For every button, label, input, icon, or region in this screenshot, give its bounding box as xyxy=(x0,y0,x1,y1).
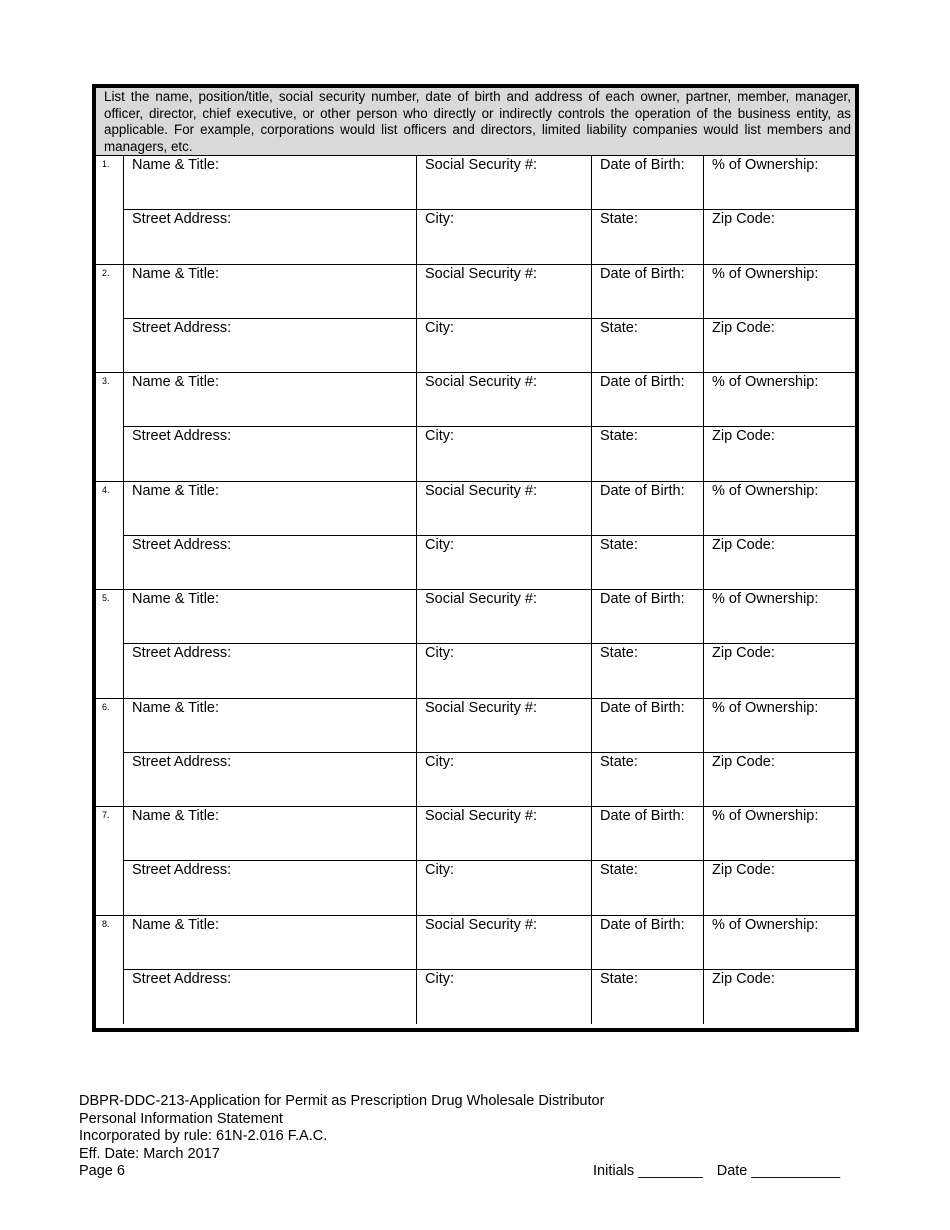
entry-number: 2. xyxy=(96,265,124,373)
street-address-field[interactable] xyxy=(124,536,417,591)
ssn-label: Social Security #: xyxy=(425,591,538,607)
state-label: State: xyxy=(600,862,638,878)
state-label: State: xyxy=(600,211,638,227)
state-label: State: xyxy=(600,645,638,661)
state-field[interactable] xyxy=(592,861,704,916)
street-address-field[interactable] xyxy=(124,319,417,374)
entry-number: 8. xyxy=(96,916,124,1025)
city-field[interactable] xyxy=(417,753,592,808)
name-title-field[interactable] xyxy=(124,807,417,860)
ownership-field[interactable] xyxy=(704,916,855,969)
zip-code-label: Zip Code: xyxy=(712,536,775,553)
effective-date: Eff. Date: March 2017 xyxy=(79,1145,220,1162)
entry-row-identity xyxy=(124,482,855,536)
ownership-label: % of Ownership: xyxy=(712,374,819,390)
dob-label: Date of Birth: xyxy=(600,699,685,716)
entry-row-address xyxy=(124,210,855,265)
entry-row-identity xyxy=(124,373,855,427)
dob-field[interactable] xyxy=(592,807,704,860)
dob-label: Date of Birth: xyxy=(600,265,685,282)
zip-code-field[interactable] xyxy=(704,861,855,916)
dob-field[interactable] xyxy=(592,916,704,969)
city-field[interactable] xyxy=(417,536,592,591)
dob-label: Date of Birth: xyxy=(600,157,685,173)
ssn-field[interactable] xyxy=(417,699,592,752)
name-title-label: Name & Title: xyxy=(132,699,220,716)
dob-label: Date of Birth: xyxy=(600,808,685,824)
entry-row-address xyxy=(124,861,855,916)
ssn-label: Social Security #: xyxy=(425,374,538,390)
owner-entry xyxy=(96,699,855,808)
initials-date-block xyxy=(593,1163,840,1179)
city-label: City: xyxy=(425,319,454,336)
ssn-field[interactable] xyxy=(417,373,592,426)
date-field[interactable]: Date ___________ xyxy=(716,1163,841,1179)
street-address-label: Street Address: xyxy=(132,536,232,553)
entry-row-identity xyxy=(124,916,855,970)
entry-number: 7. xyxy=(96,807,124,915)
ownership-label: % of Ownership: xyxy=(712,157,819,173)
entry-row-identity xyxy=(124,265,855,319)
city-label: City: xyxy=(425,970,454,987)
street-address-label: Street Address: xyxy=(132,645,232,661)
entry-row-identity xyxy=(124,807,855,861)
dob-field[interactable] xyxy=(592,373,704,426)
zip-code-field[interactable] xyxy=(704,753,855,808)
name-title-field[interactable] xyxy=(124,699,417,752)
zip-code-label: Zip Code: xyxy=(712,211,775,227)
form-subtitle: Personal Information Statement xyxy=(79,1110,283,1127)
ssn-field[interactable] xyxy=(417,482,592,535)
dob-label: Date of Birth: xyxy=(600,374,685,390)
name-title-field[interactable] xyxy=(124,482,417,535)
ssn-label: Social Security #: xyxy=(425,482,538,499)
zip-code-label: Zip Code: xyxy=(712,970,775,987)
city-field[interactable] xyxy=(417,427,592,482)
street-address-field[interactable] xyxy=(124,644,417,699)
ownership-field[interactable] xyxy=(704,373,855,426)
city-field[interactable] xyxy=(417,970,592,1025)
entry-number: 1. xyxy=(96,156,124,264)
zip-code-field[interactable] xyxy=(704,644,855,699)
street-address-field[interactable] xyxy=(124,210,417,265)
street-address-field[interactable] xyxy=(124,427,417,482)
owner-entry xyxy=(96,590,855,699)
state-label: State: xyxy=(600,970,638,987)
page-number: Page 6 xyxy=(79,1163,125,1179)
state-field[interactable] xyxy=(592,970,704,1025)
name-title-field[interactable] xyxy=(124,373,417,426)
dob-field[interactable] xyxy=(592,699,704,752)
ownership-field[interactable] xyxy=(704,590,855,643)
name-title-label: Name & Title: xyxy=(132,482,220,499)
zip-code-field[interactable] xyxy=(704,319,855,374)
ssn-label: Social Security #: xyxy=(425,808,538,824)
ownership-label: % of Ownership: xyxy=(712,482,819,499)
dob-field[interactable] xyxy=(592,590,704,643)
street-address-field[interactable] xyxy=(124,970,417,1025)
ownership-label: % of Ownership: xyxy=(712,808,819,824)
name-title-label: Name & Title: xyxy=(132,916,220,933)
zip-code-label: Zip Code: xyxy=(712,862,775,878)
city-label: City: xyxy=(425,862,454,878)
owner-entries-grid xyxy=(96,156,855,1028)
state-label: State: xyxy=(600,536,638,553)
ssn-label: Social Security #: xyxy=(425,699,538,716)
form-title: DBPR-DDC-213-Application for Permit as Prescription Drug Wholesale Distributor xyxy=(79,1093,605,1109)
entry-row-address xyxy=(124,970,855,1025)
zip-code-label: Zip Code: xyxy=(712,753,775,770)
street-address-field[interactable] xyxy=(124,753,417,808)
dob-field[interactable] xyxy=(592,482,704,535)
rule-reference: Incorporated by rule: 61N-2.016 F.A.C. xyxy=(79,1128,328,1144)
street-address-label: Street Address: xyxy=(132,428,232,444)
dob-label: Date of Birth: xyxy=(600,482,685,499)
ssn-label: Social Security #: xyxy=(425,265,538,282)
city-label: City: xyxy=(425,211,454,227)
zip-code-label: Zip Code: xyxy=(712,428,775,444)
ssn-label: Social Security #: xyxy=(425,157,538,173)
city-field[interactable] xyxy=(417,210,592,265)
ownership-label: % of Ownership: xyxy=(712,916,819,933)
city-label: City: xyxy=(425,645,454,661)
zip-code-field[interactable] xyxy=(704,427,855,482)
ssn-label: Social Security #: xyxy=(425,916,538,933)
owner-information-form xyxy=(92,84,859,1032)
owner-entry xyxy=(96,916,855,1025)
street-address-label: Street Address: xyxy=(132,211,232,227)
name-title-label: Name & Title: xyxy=(132,591,220,607)
name-title-field[interactable] xyxy=(124,265,417,318)
state-field[interactable] xyxy=(592,753,704,808)
initials-field[interactable]: Initials ________ xyxy=(593,1163,703,1179)
ownership-label: % of Ownership: xyxy=(712,265,819,282)
state-field[interactable] xyxy=(592,427,704,482)
state-field[interactable] xyxy=(592,210,704,265)
ssn-field[interactable] xyxy=(417,590,592,643)
zip-code-field[interactable] xyxy=(704,536,855,591)
dob-label: Date of Birth: xyxy=(600,916,685,933)
name-title-label: Name & Title: xyxy=(132,808,220,824)
owner-entry xyxy=(96,265,855,374)
owner-entry xyxy=(96,156,855,265)
zip-code-label: Zip Code: xyxy=(712,319,775,336)
entry-row-address xyxy=(124,644,855,699)
entry-row-identity xyxy=(124,156,855,210)
entry-row-address xyxy=(124,319,855,374)
state-field[interactable] xyxy=(592,319,704,374)
entry-row-address xyxy=(124,427,855,482)
ssn-field[interactable] xyxy=(417,916,592,969)
name-title-field[interactable] xyxy=(124,590,417,643)
entry-number: 3. xyxy=(96,373,124,481)
entry-row-identity xyxy=(124,699,855,753)
city-label: City: xyxy=(425,428,454,444)
zip-code-label: Zip Code: xyxy=(712,645,775,661)
dob-label: Date of Birth: xyxy=(600,591,685,607)
city-field[interactable] xyxy=(417,644,592,699)
street-address-label: Street Address: xyxy=(132,970,232,987)
dob-field[interactable] xyxy=(592,265,704,318)
street-address-field[interactable] xyxy=(124,861,417,916)
street-address-label: Street Address: xyxy=(132,753,232,770)
dob-field[interactable] xyxy=(592,156,704,209)
owner-entry xyxy=(96,482,855,591)
name-title-label: Name & Title: xyxy=(132,157,220,173)
entry-row-identity xyxy=(124,590,855,644)
name-title-field[interactable] xyxy=(124,156,417,209)
street-address-label: Street Address: xyxy=(132,319,232,336)
entry-number: 5. xyxy=(96,590,124,698)
entry-row-address xyxy=(124,536,855,591)
name-title-field[interactable] xyxy=(124,916,417,969)
instructions-text: List the name, position/title, social security number, date of birth and address of each owner, partner, member, manager, officer, director, chief executive, or other person who directly or indirectly controls the operation of the business entity, as applicable. For example, corporations would list officers and directors, limited liability companies would list members and managers, etc. xyxy=(96,88,855,156)
city-label: City: xyxy=(425,536,454,553)
state-label: State: xyxy=(600,428,638,444)
name-title-label: Name & Title: xyxy=(132,265,220,282)
ownership-field[interactable] xyxy=(704,482,855,535)
ownership-label: % of Ownership: xyxy=(712,591,819,607)
state-field[interactable] xyxy=(592,644,704,699)
ssn-field[interactable] xyxy=(417,265,592,318)
city-label: City: xyxy=(425,753,454,770)
state-label: State: xyxy=(600,319,638,336)
ssn-field[interactable] xyxy=(417,156,592,209)
entry-number: 6. xyxy=(96,699,124,807)
entry-number: 4. xyxy=(96,482,124,590)
ownership-label: % of Ownership: xyxy=(712,699,819,716)
zip-code-field[interactable] xyxy=(704,970,855,1025)
zip-code-field[interactable] xyxy=(704,210,855,265)
state-field[interactable] xyxy=(592,536,704,591)
city-field[interactable] xyxy=(417,319,592,374)
owner-entry xyxy=(96,373,855,482)
ownership-field[interactable] xyxy=(704,807,855,860)
owner-entry xyxy=(96,807,855,916)
ownership-field[interactable] xyxy=(704,265,855,318)
ssn-field[interactable] xyxy=(417,807,592,860)
state-label: State: xyxy=(600,753,638,770)
ownership-field[interactable] xyxy=(704,156,855,209)
city-field[interactable] xyxy=(417,861,592,916)
street-address-label: Street Address: xyxy=(132,862,232,878)
ownership-field[interactable] xyxy=(704,699,855,752)
name-title-label: Name & Title: xyxy=(132,374,220,390)
entry-row-address xyxy=(124,753,855,808)
